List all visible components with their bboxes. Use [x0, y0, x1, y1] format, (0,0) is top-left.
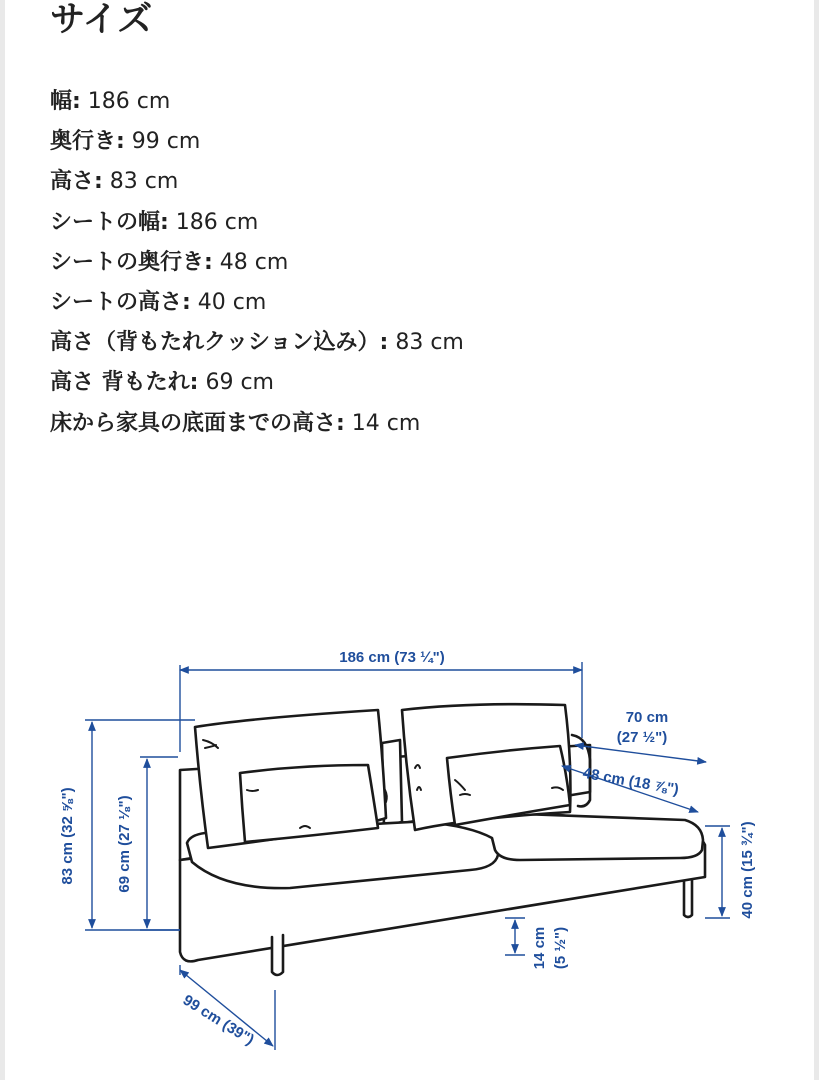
spec-value: 83 cm: [388, 330, 464, 356]
page-title: サイズ: [50, 0, 153, 40]
spec-depth: [50, 122, 464, 162]
front-left-leg: [272, 935, 283, 975]
spec-seat-height: [50, 283, 464, 323]
width-label: 186 cm (73 ¼"): [339, 649, 445, 666]
back-height-label: 69 cm (27 ⅛"): [116, 795, 133, 893]
seat-depth-label: 48 cm (18 ⅞"): [581, 764, 681, 799]
arm-depth-label-1: 70 cm: [625, 709, 669, 726]
spec-value: 186 cm: [168, 209, 259, 235]
spec-label: シートの高さ:: [50, 289, 191, 315]
spec-label: 幅:: [50, 89, 81, 114]
spec-value: 83 cm: [102, 169, 179, 195]
depth-label: 99 cm (39"): [179, 991, 258, 1049]
spec-value: 40 cm: [190, 289, 267, 315]
throw-pillow-left: [240, 765, 378, 842]
spec-list: [50, 82, 464, 444]
spec-value: 14 cm: [344, 410, 421, 436]
spec-seat-depth: [50, 243, 464, 283]
spec-value: 186 cm: [80, 89, 171, 114]
spec-height-with-cushion: [50, 323, 464, 363]
spec-floor-clearance: [50, 404, 464, 444]
spec-label: 高さ:: [50, 169, 103, 195]
floor-clearance-label-1: 14 cm: [531, 926, 548, 970]
height-label: 83 cm (32 ⅝"): [59, 787, 76, 885]
seat-height-label: 40 cm (15 ¾"): [739, 821, 756, 919]
floor-clearance-label-2: (5 ½"): [552, 926, 569, 970]
spec-value: 69 cm: [198, 370, 274, 396]
spec-label: シートの奥行き:: [50, 249, 213, 275]
spec-label: 高さ 背もたれ:: [50, 370, 199, 396]
spec-height: [50, 162, 464, 202]
spec-back-height: [50, 363, 464, 403]
spec-value: 99 cm: [124, 129, 201, 155]
spec-label: 奥行き:: [50, 129, 125, 155]
spec-label: シートの幅:: [50, 209, 169, 235]
arm-depth-dimension: [575, 745, 706, 762]
spec-seat-width: [50, 203, 464, 243]
spec-value: 48 cm: [212, 249, 289, 275]
spec-label: 高さ（背もたれクッション込み）:: [50, 330, 389, 356]
spec-width: [50, 82, 464, 122]
sofa-dimension-diagram: [0, 600, 819, 1080]
spec-label: 床から家具の底面までの高さ:: [50, 410, 345, 436]
arm-depth-label-2: (27 ½"): [616, 729, 668, 746]
